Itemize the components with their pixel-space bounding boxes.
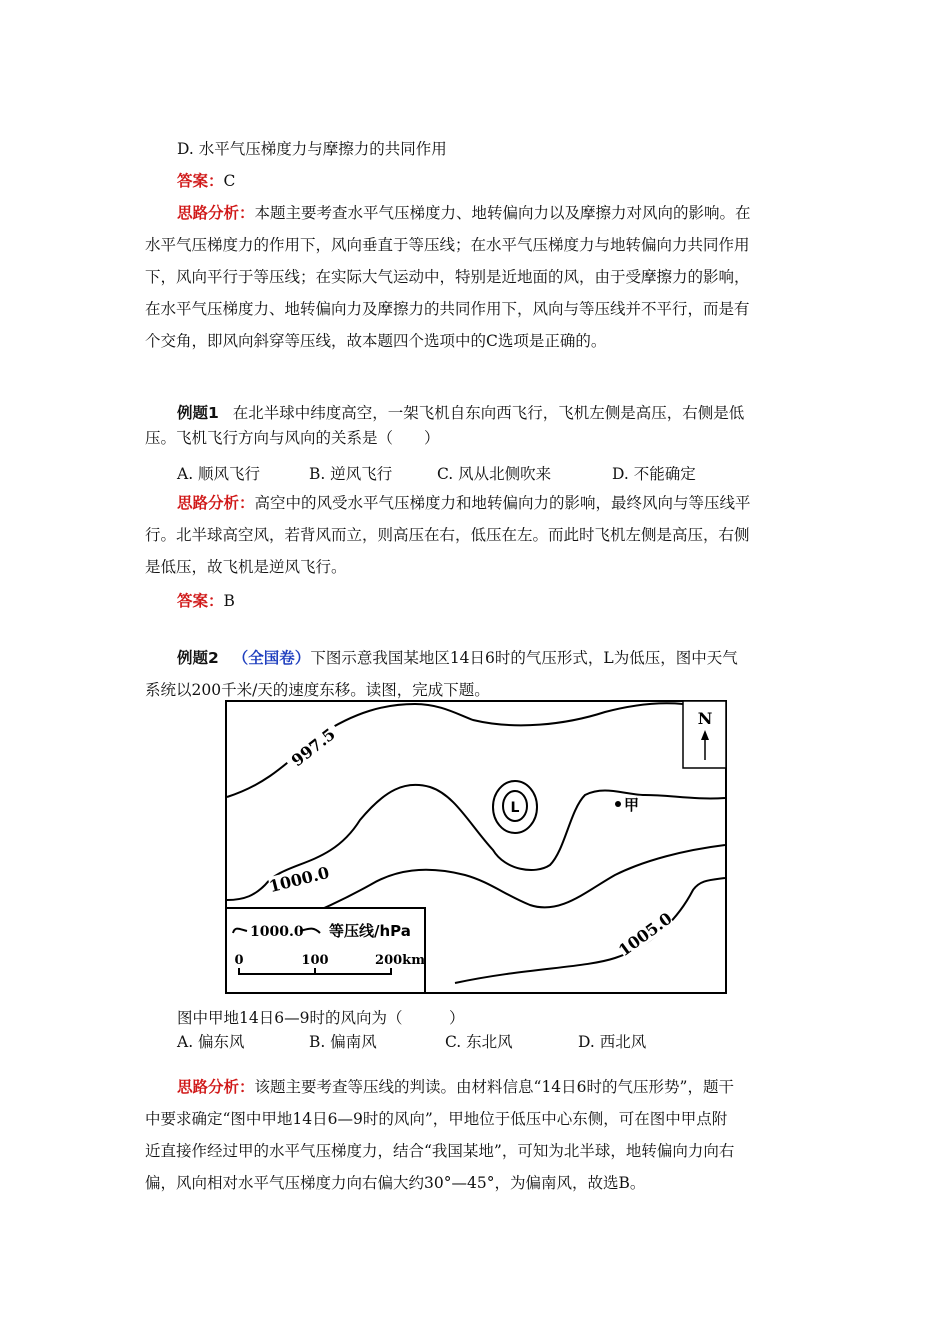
isobar-label-1005: 1005.0 — [614, 908, 676, 961]
example2-source: （全国卷） — [232, 649, 311, 667]
low-label: L — [510, 800, 520, 816]
isobar-label-1000: 1000.0 — [267, 862, 332, 897]
legend-text: 等压线/hPa — [329, 922, 411, 940]
analysis-text: 本题主要考查水平气压梯度力、地转偏向力以及摩擦力对风向的影响。在 — [254, 204, 751, 222]
example1-analysis-label: 思路分析： — [177, 494, 255, 512]
north-label: N — [697, 709, 713, 728]
analysis-label: 思路分析： — [177, 204, 255, 222]
example1-analysis-line-1: 行。北半球高空风，若背风而立，则高压在右，低压在左。而此时飞机左侧是高压，右侧 — [145, 526, 750, 544]
example2-analysis-label: 思路分析： — [177, 1078, 255, 1096]
analysis-1-line-4: 个交角，即风向斜穿等压线，故本题四个选项中的C选项是正确的。 — [145, 332, 607, 350]
example2-option-a: A. 偏东风 — [177, 1033, 245, 1051]
answer-label: 答案： — [177, 172, 224, 190]
example2-option-c: C. 东北风 — [445, 1033, 513, 1051]
example2-analysis-line-3: 偏，风向相对水平气压梯度力向右偏大约30°—45°，为偏南风，故选B。 — [145, 1174, 646, 1192]
point-jia-dot — [615, 801, 621, 807]
example1-option-b: B. 逆风飞行 — [309, 465, 393, 483]
example2-analysis-text: 该题主要考查等压线的判读。由材料信息“14日6时的气压形势”，题干 — [254, 1078, 734, 1096]
example1-option-a: A. 顺风飞行 — [177, 465, 261, 483]
example1-answer — [177, 591, 235, 611]
analysis-1-line-2: 下，风向平行于等压线；在实际大气运动中，特别是近地面的风，由于受摩擦力的影响， — [145, 268, 750, 286]
example1-option-d: D. 不能确定 — [612, 465, 696, 483]
example1-stem-line-0 — [177, 403, 744, 423]
example2-analysis-line-2: 近直接作经过甲的水平气压梯度力，结合“我国某地”，可知为北半球，地转偏向力向右 — [145, 1142, 735, 1160]
example1-analysis-text: 高空中的风受水平气压梯度力和地转偏向力的影响，最终风向与等压线平 — [254, 494, 751, 512]
example1-answer-label: 答案： — [177, 592, 224, 610]
example1-answer-value: B — [223, 592, 235, 610]
example1-stem: 在北半球中纬度高空，一架飞机自东向西飞行，飞机左侧是高压，右侧是低 — [232, 404, 745, 422]
example2-stem-line-1: 系统以200千米/天的速度东移。读图，完成下题。 — [145, 681, 490, 699]
example2-option-d: D. 西北风 — [578, 1033, 647, 1051]
scale-tick-0: 0 — [234, 953, 244, 968]
example1-analysis-line-2: 是低压，故飞机是逆风飞行。 — [145, 558, 347, 576]
scale-tick-200: 200km — [375, 953, 425, 968]
example2-options — [177, 1030, 777, 1050]
scale-tick-100: 100 — [301, 953, 329, 968]
example1-label: 例题1 — [177, 404, 219, 422]
legend-box — [226, 908, 425, 993]
example2-analysis-line-0 — [177, 1077, 734, 1097]
answer-line-1 — [177, 171, 235, 191]
answer-value: C — [223, 172, 236, 190]
example2-option-b: B. 偏南风 — [309, 1033, 377, 1051]
analysis-1-line-0 — [177, 203, 751, 223]
example1-option-c: C. 风从北侧吹来 — [437, 465, 552, 483]
example1-stem-line-1: 压。飞机飞行方向与风向的关系是（ ） — [145, 429, 440, 447]
option-d: D. 水平气压梯度力与摩擦力的共同作用 — [177, 140, 447, 158]
legend-sample-value: 1000.0 — [250, 924, 304, 940]
example2-analysis-line-1: 中要求确定“图中甲地14日6—9时的风向”，甲地位于低压中心东侧，可在图中甲点附 — [145, 1110, 728, 1128]
example2-label: 例题2 — [177, 649, 219, 667]
example1-analysis-line-0 — [177, 493, 751, 513]
example1-options — [177, 462, 777, 482]
isobar-label-997-5: 997.5 — [287, 724, 339, 771]
isobar-map — [225, 700, 728, 994]
example2-question: 图中甲地14日6—9时的风向为（ ） — [177, 1009, 465, 1027]
example2-stem-line-0 — [177, 648, 738, 668]
point-jia-label: 甲 — [624, 796, 640, 814]
analysis-1-line-1: 水平气压梯度力的作用下，风向垂直于等压线；在水平气压梯度力与地转偏向力共同作用 — [145, 236, 750, 254]
example2-stem: 下图示意我国某地区14日6时的气压形式，L为低压，图中天气 — [310, 649, 738, 667]
analysis-1-line-3: 在水平气压梯度力、地转偏向力及摩擦力的共同作用下，风向与等压线并不平行，而是有 — [145, 300, 750, 318]
